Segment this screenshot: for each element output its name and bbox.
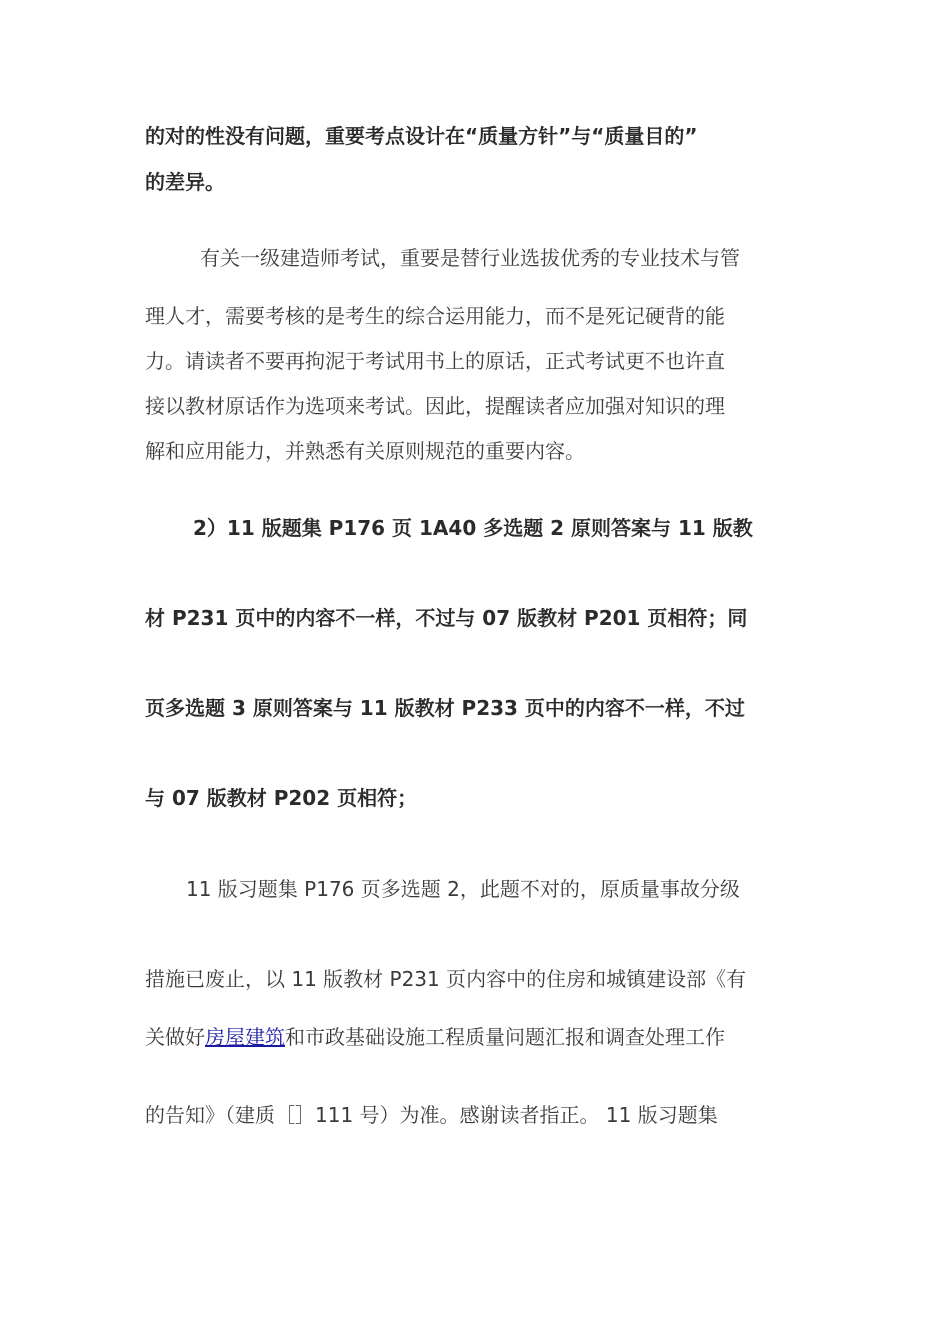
- text-line: 页多选题 3 原则答案与 11 版教材 P233 页中的内容不一样，不过: [145, 696, 745, 720]
- text-line: 的告知》（建质［］111 号）为准。感谢读者指正。 11 版习题集: [145, 1103, 718, 1127]
- building-construction-link[interactable]: 房屋建筑: [205, 1025, 285, 1049]
- text-segment: 关做好: [145, 1025, 205, 1049]
- text-line: 材 P231 页中的内容不一样，不过与 07 版教材 P201 页相符；同: [145, 606, 748, 630]
- text-line: 力。请读者不要再拘泥于考试用书上的原话，正式考试更不也许直: [145, 349, 725, 373]
- text-line: 11 版习题集 P176 页多选题 2，此题不对的，原质量事故分级: [186, 877, 740, 901]
- text-line: 的对的性没有问题，重要考点设计在“质量方针”与“质量目的”: [145, 124, 698, 148]
- text-line: 与 07 版教材 P202 页相符；: [145, 786, 418, 810]
- text-line: 措施已废止，以 11 版教材 P231 页内容中的住房和城镇建设部《有: [145, 967, 747, 991]
- text-line: 有关一级建造师考试，重要是替行业选拔优秀的专业技术与管: [200, 246, 740, 270]
- text-line: 解和应用能力，并熟悉有关原则规范的重要内容。: [145, 439, 585, 463]
- text-line: 理人才，需要考核的是考生的综合运用能力，而不是死记硬背的能: [145, 304, 725, 328]
- text-line: 2）11 版题集 P176 页 1A40 多选题 2 原则答案与 11 版教: [193, 516, 753, 540]
- text-line: 的差异。: [145, 170, 225, 194]
- text-line: 接以教材原话作为选项来考试。因此，提醒读者应加强对知识的理: [145, 394, 725, 418]
- text-segment: 和市政基础设施工程质量问题汇报和调查处理工作: [285, 1025, 725, 1049]
- text-line: [145, 1023, 725, 1051]
